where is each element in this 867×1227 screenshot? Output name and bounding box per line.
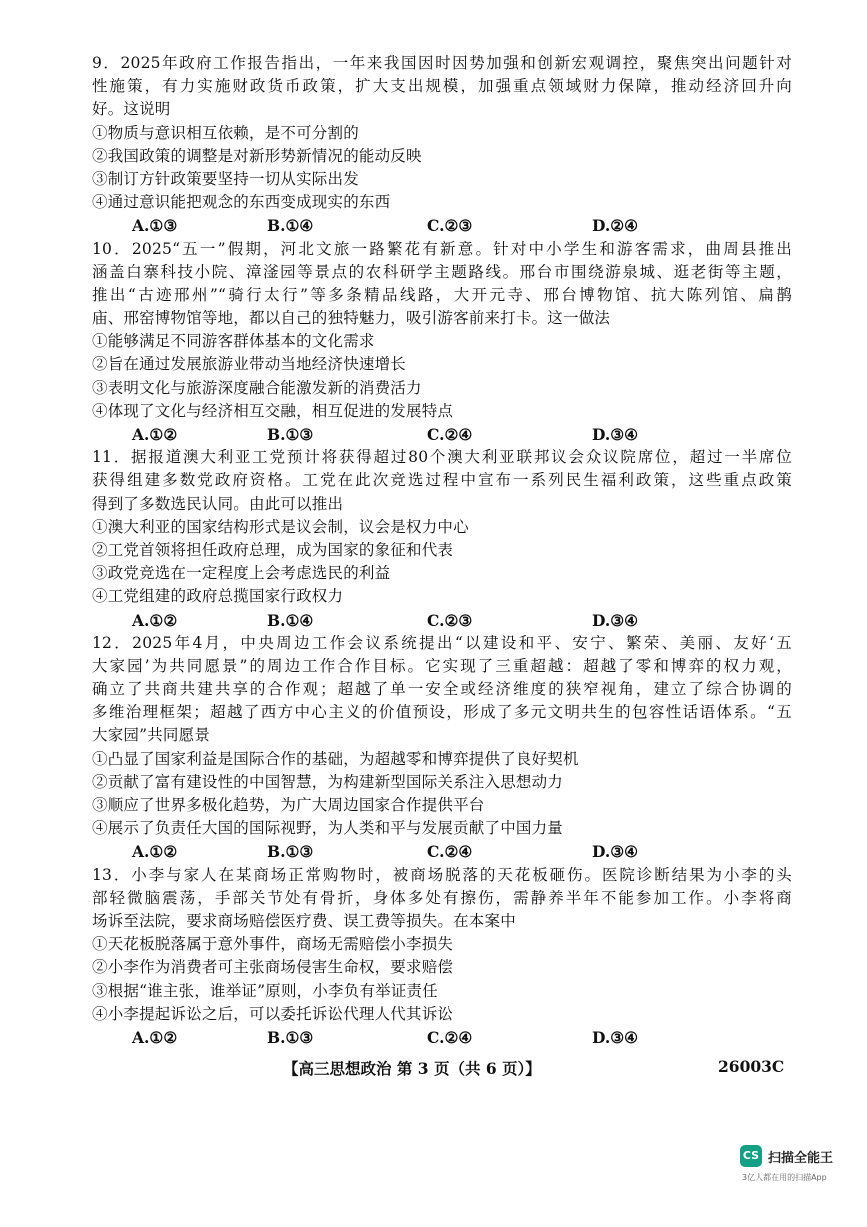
option-d: D.③④ bbox=[592, 842, 639, 862]
camscanner-logo-icon: CS bbox=[740, 1145, 762, 1167]
scanner-watermark bbox=[740, 1145, 860, 1185]
choice-statement: ④体现了文化与经济相互交融，相互促进的发展特点 bbox=[92, 401, 454, 420]
choice-statement: ②贡献了富有建设性的中国智慧，为构建新型国际关系注入思想动力 bbox=[92, 772, 564, 791]
option-a: A.①② bbox=[132, 425, 178, 444]
choice-statement: ④小李提起诉讼之后，可以委托诉讼代理人代其诉讼 bbox=[92, 1004, 454, 1023]
question-stem-line: 12．2025年4月，中央周边工作会议系统提出“以建设和平、安宁、繁荣、美丽、友好‘五 bbox=[92, 633, 792, 652]
question-stem-line: 庙、邢窑博物馆等地，都以自己的独特魅力，吸引游客前来打卡。这一做法 bbox=[92, 309, 611, 328]
choice-statement: ①天花板脱落属于意外事件，商场无需赔偿小李损失 bbox=[92, 935, 454, 954]
question-stem-line: 11．据报道澳大利亚工党预计将获得超过80个澳大利亚联邦议会众议院席位，超过一半席位 bbox=[92, 448, 792, 467]
question-stem-line: 多维治理框架；超越了西方中心主义的价值预设，形成了多元文明共生的包容性话语体系。“五 bbox=[92, 703, 792, 722]
choice-statement: ①物质与意识相互依赖，是不可分割的 bbox=[92, 123, 359, 142]
question-stem-line: 大家园’为共同愿景”的周边工作合作目标。它实现了三重超越：超越了零和博弈的权力观， bbox=[92, 656, 792, 675]
question-9 bbox=[92, 52, 792, 238]
watermark-tagline: 3亿人都在用的扫描App bbox=[742, 1173, 827, 1182]
option-d: D.②④ bbox=[592, 216, 639, 236]
exam-code: 26003C bbox=[718, 1057, 785, 1076]
choice-statement: ③政党竞选在一定程度上会考虑选民的利益 bbox=[92, 564, 391, 583]
choice-statement: ③制订方针政策要坚持一切从实际出发 bbox=[92, 169, 359, 188]
option-c: C.②③ bbox=[427, 216, 473, 236]
question-stem-line: 10．2025“五一”假期，河北文旅一路繁花有新意。针对中小学生和游客需求，曲周县推出 bbox=[92, 239, 792, 258]
answer-options bbox=[92, 840, 792, 863]
answer-options bbox=[92, 423, 792, 446]
option-d: D.③④ bbox=[592, 610, 639, 630]
question-stem-line: 推出“古迹邢州”“骑行太行”等多条精品线路，大开元寺、邢台博物馆、抗大陈列馆、扁鹊 bbox=[92, 285, 792, 304]
answer-options bbox=[92, 609, 792, 632]
choice-statement: ③顺应了世界多极化趋势，为广大周边国家合作提供平台 bbox=[92, 796, 485, 814]
option-d: D.③④ bbox=[592, 425, 639, 444]
question-stem-line: 获得组建多数党政府资格。工党在此次竞选过程中宣布一系列民生福利政策，这些重点政策 bbox=[92, 471, 792, 490]
choice-statement: ②工党首领将担任政府总理，成为国家的象征和代表 bbox=[92, 540, 454, 559]
choice-statement: ①澳大利亚的国家结构形式是议会制，议会是权力中心 bbox=[92, 517, 469, 536]
question-stem-line: 9．2025年政府工作报告指出，一年来我国因时因势加强和创新宏观调控，聚焦突出问题针对 bbox=[92, 54, 792, 72]
choice-statement: ④展示了负责任大国的国际视野，为人类和平与发展贡献了中国力量 bbox=[92, 819, 564, 838]
question-10 bbox=[92, 238, 792, 447]
page-number-label: 【高三思想政治 第 3 页（共 6 页）】 bbox=[283, 1059, 541, 1078]
option-a: A.①② bbox=[132, 1027, 178, 1047]
option-b: B.①③ bbox=[267, 425, 314, 444]
choice-statement: ②小李作为消费者可主张商场侵害生命权，要求赔偿 bbox=[92, 958, 454, 977]
question-11 bbox=[92, 446, 792, 632]
question-stem-line: 大家园”共同愿景 bbox=[92, 726, 211, 745]
option-c: C.②③ bbox=[427, 610, 473, 630]
question-stem-line: 性施策，有力实施财政货币政策，扩大支出规模，加强重点领域财力保障，推动经济回升向 bbox=[92, 77, 792, 96]
option-b: B.①③ bbox=[267, 842, 314, 862]
option-c: C.②④ bbox=[427, 1027, 473, 1047]
option-b: B.①③ bbox=[267, 1027, 314, 1047]
exam-page bbox=[92, 52, 792, 1049]
question-stem-line: 好。这说明 bbox=[92, 100, 171, 119]
choice-statement: ②旨在通过发展旅游业带动当地经济快速增长 bbox=[92, 355, 407, 374]
question-stem-line: 确立了共商共建共享的合作观；超越了单一安全或经济维度的狭窄视角，建立了综合协调的 bbox=[92, 680, 792, 699]
choice-statement: ②我国政策的调整是对新形势新情况的能动反映 bbox=[92, 146, 422, 165]
option-c: C.②④ bbox=[427, 425, 473, 444]
question-13 bbox=[92, 864, 792, 1050]
question-stem-line: 部轻微脑震荡，手部关节处有骨折，身体多处有擦伤，需静养半年不能参加工作。小李将商 bbox=[92, 888, 792, 907]
answer-options bbox=[92, 214, 792, 237]
choice-statement: ①凸显了国家利益是国际合作的基础，为超越零和博弈提供了良好契机 bbox=[92, 749, 579, 768]
question-stem-line: 涵盖白寨科技小院、漳滏园等景点的农科研学主题路线。邢台市围绕游泉城、逛老街等主题， bbox=[92, 262, 792, 281]
option-d: D.③④ bbox=[592, 1027, 639, 1047]
question-stem-line: 13．小李与家人在某商场正常购物时，被商场脱落的天花板砸伤。医院诊断结果为小李的头 bbox=[92, 865, 792, 884]
option-a: A.①③ bbox=[132, 216, 178, 236]
choice-statement: ③根据“谁主张，谁举证”原则，小李负有举证责任 bbox=[92, 981, 438, 1000]
option-a: A.①② bbox=[132, 610, 178, 630]
option-b: B.①④ bbox=[267, 610, 314, 630]
choice-statement: ④通过意识能把观念的东西变成现实的东西 bbox=[92, 193, 391, 212]
question-stem-line: 场诉至法院，要求商场赔偿医疗费、误工费等损失。在本案中 bbox=[92, 911, 516, 930]
option-a: A.①② bbox=[132, 842, 178, 862]
option-c: C.②④ bbox=[427, 842, 473, 862]
choice-statement: ④工党组建的政府总揽国家行政权力 bbox=[92, 587, 344, 606]
watermark-app-name: 扫描全能王 bbox=[768, 1151, 834, 1166]
option-b: B.①④ bbox=[267, 216, 314, 236]
answer-options bbox=[92, 1026, 792, 1049]
question-stem-line: 得到了多数选民认同。由此可以推出 bbox=[92, 494, 344, 513]
question-12 bbox=[92, 632, 792, 864]
choice-statement: ③表明文化与旅游深度融合能激发新的消费活力 bbox=[92, 378, 422, 397]
choice-statement: ①能够满足不同游客群体基本的文化需求 bbox=[92, 332, 375, 351]
